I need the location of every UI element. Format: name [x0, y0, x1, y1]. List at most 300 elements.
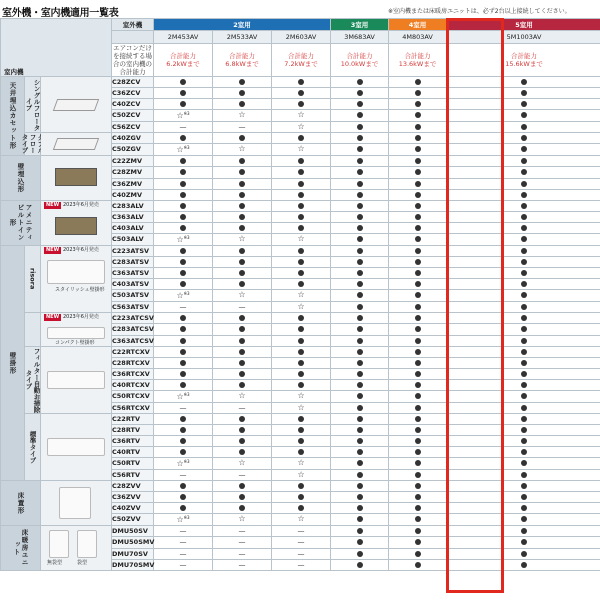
star-icon: ☆	[176, 291, 184, 301]
dot-icon	[298, 416, 304, 422]
indoor-model: C363ALV	[112, 211, 154, 222]
compatible-dot	[389, 289, 447, 301]
compatible-dot	[213, 87, 272, 98]
indoor-model: C363ATSV	[112, 267, 154, 278]
compatible-dot	[389, 481, 447, 492]
table-row	[1, 481, 600, 492]
dot-icon	[180, 427, 186, 433]
not-compatible-dash	[154, 526, 213, 537]
compatible-dot	[389, 122, 447, 133]
dot-icon	[180, 349, 186, 355]
dot-icon	[357, 505, 363, 511]
star-icon: ☆	[176, 111, 184, 121]
not-compatible-dash	[213, 548, 272, 559]
star-icon: ☆	[297, 458, 305, 468]
unit-caption: コンパクト壁掛形	[55, 340, 95, 346]
star-icon: ☆	[238, 458, 246, 468]
compatible-dot	[389, 233, 447, 245]
unit-image-heat	[41, 526, 112, 571]
compatible-dot	[447, 167, 600, 178]
dot-icon	[180, 416, 186, 422]
compatible-dot	[331, 233, 389, 245]
dot-icon	[298, 360, 304, 366]
compatible-dot	[447, 403, 600, 414]
compatible-dot	[154, 178, 213, 189]
compatible-dot	[331, 526, 389, 537]
dot-icon	[415, 449, 421, 455]
dash-icon: —	[179, 123, 187, 131]
unit-image-risora	[41, 246, 112, 313]
compatible-dot	[447, 246, 600, 257]
compatible-dot	[154, 335, 213, 346]
compatible-dot	[154, 267, 213, 278]
compatible-dot	[389, 143, 447, 155]
dot-icon	[298, 90, 304, 96]
conditional-star	[213, 513, 272, 525]
star-icon: ☆	[176, 145, 184, 155]
dot-icon	[357, 214, 363, 220]
star-icon: ☆	[238, 391, 246, 401]
dash-icon: —	[238, 404, 246, 413]
compatible-dot	[154, 313, 213, 324]
dot-icon	[357, 101, 363, 107]
dot-icon	[521, 393, 527, 399]
compatible-dot	[213, 211, 272, 222]
dot-icon	[298, 427, 304, 433]
dot-icon	[357, 483, 363, 489]
dot-icon	[239, 158, 245, 164]
dot-icon	[521, 416, 527, 422]
compatible-dot	[331, 403, 389, 414]
dot-icon	[298, 181, 304, 187]
unit-caption: スタイリッシュ壁掛形	[55, 287, 105, 293]
star-icon: ☆	[176, 459, 184, 469]
dot-icon	[415, 505, 421, 511]
compatible-dot	[447, 446, 600, 457]
dot-icon	[415, 181, 421, 187]
star-icon: ☆	[297, 302, 305, 312]
dot-icon	[180, 449, 186, 455]
dot-icon	[298, 79, 304, 85]
dot-icon	[298, 225, 304, 231]
compatible-dot	[389, 167, 447, 178]
category-ameniti: アメニティビルトイン形	[1, 201, 41, 246]
conditional-star	[154, 233, 213, 245]
unit-image-ameniti	[41, 201, 112, 246]
indoor-model: C503ATSV	[112, 289, 154, 301]
table-row	[1, 414, 600, 425]
indoor-model: C40RTV	[112, 446, 154, 457]
dot-icon	[357, 326, 363, 332]
compatible-dot	[154, 424, 213, 435]
dot-icon	[521, 169, 527, 175]
dot-icon	[521, 438, 527, 444]
dot-icon	[357, 562, 363, 568]
dot-icon	[239, 169, 245, 175]
compatible-dot	[331, 414, 389, 425]
indoor-model: C50ZGV	[112, 143, 154, 155]
compatible-dot	[272, 246, 331, 257]
dash-icon: —	[179, 549, 187, 558]
compatible-dot	[272, 98, 331, 109]
dot-icon	[298, 281, 304, 287]
compatible-dot	[447, 470, 600, 481]
compatible-dot	[447, 457, 600, 469]
compatible-dot	[331, 324, 389, 335]
dot-icon	[180, 214, 186, 220]
dot-icon	[521, 483, 527, 489]
table-row	[1, 526, 600, 537]
compatible-dot	[272, 211, 331, 222]
compatible-dot	[389, 403, 447, 414]
compatible-dot	[447, 435, 600, 446]
dot-icon	[415, 90, 421, 96]
dot-icon	[357, 551, 363, 557]
compatible-dot	[154, 246, 213, 257]
compatible-dot	[154, 357, 213, 368]
category-wall: 壁掛形	[1, 246, 25, 481]
category-duct: 壁埋込形	[1, 156, 41, 201]
compatible-dot	[331, 87, 389, 98]
compatible-dot	[331, 278, 389, 289]
dot-icon	[521, 551, 527, 557]
dot-icon	[357, 270, 363, 276]
not-compatible-dash	[154, 302, 213, 313]
model-2M533AV: 2M533AV	[213, 31, 272, 44]
compatible-dot	[331, 77, 389, 88]
star-icon: ☆	[176, 392, 184, 402]
compatible-dot	[154, 502, 213, 513]
model-2M603AV: 2M603AV	[272, 31, 331, 44]
compatible-dot	[213, 424, 272, 435]
table-row	[1, 347, 600, 358]
capacity-2M603AV: 合計能力 7.2kWまで	[272, 44, 331, 77]
unit-image-cassette2	[41, 133, 112, 156]
star-icon: ☆	[297, 403, 305, 413]
dot-icon	[357, 236, 363, 242]
compatible-dot	[154, 435, 213, 446]
group-3room: 3室用	[331, 19, 389, 31]
compatible-dot	[389, 313, 447, 324]
dot-icon	[521, 192, 527, 198]
dot-icon	[180, 281, 186, 287]
dot-icon	[357, 405, 363, 411]
model-4M803AV: 4M803AV	[389, 31, 447, 44]
dot-icon	[357, 158, 363, 164]
not-compatible-dash	[154, 470, 213, 481]
dot-icon	[180, 259, 186, 265]
compatible-dot	[389, 201, 447, 212]
footnote-mark: ※3	[183, 145, 190, 151]
dot-icon	[357, 181, 363, 187]
dot-icon	[298, 158, 304, 164]
compatible-dot	[272, 324, 331, 335]
compatible-dot	[213, 324, 272, 335]
footnote-mark: ※3	[183, 515, 190, 521]
indoor-model: DMU50SV	[112, 526, 154, 537]
table-row	[1, 156, 600, 167]
dot-icon	[298, 270, 304, 276]
conditional-star	[154, 289, 213, 301]
dot-icon	[298, 326, 304, 332]
compatible-dot	[331, 368, 389, 379]
dot-icon	[521, 292, 527, 298]
compatible-dot	[213, 357, 272, 368]
subcategory-blank	[25, 313, 41, 347]
indoor-model: C56ZCV	[112, 122, 154, 133]
indoor-model: C22RTCXV	[112, 347, 154, 358]
dot-icon	[415, 281, 421, 287]
dot-icon	[521, 460, 527, 466]
dot-icon	[357, 393, 363, 399]
conditional-star	[154, 390, 213, 402]
compatible-dot	[213, 246, 272, 257]
compatible-dot	[389, 435, 447, 446]
dot-icon	[357, 248, 363, 254]
star-icon: ☆	[238, 110, 246, 120]
table-row	[1, 77, 600, 88]
indoor-model: C283ALV	[112, 201, 154, 212]
indoor-model: C36ZMV	[112, 178, 154, 189]
footnote-mark: ※3	[183, 291, 190, 297]
compatible-dot	[389, 109, 447, 121]
unit-image-compact	[41, 313, 112, 347]
dot-icon	[521, 427, 527, 433]
compatible-dot	[447, 87, 600, 98]
compatible-dot	[447, 233, 600, 245]
dot-icon	[180, 192, 186, 198]
new-badge: NEW	[46, 202, 60, 208]
compatible-dot	[331, 98, 389, 109]
dot-icon	[357, 90, 363, 96]
dot-icon	[415, 225, 421, 231]
compatible-dot	[154, 278, 213, 289]
dot-icon	[357, 304, 363, 310]
footnote-mark: ※3	[183, 459, 190, 465]
compatible-dot	[447, 109, 600, 121]
compatible-dot	[213, 435, 272, 446]
indoor-model: C363ATCSV	[112, 336, 154, 345]
indoor-model: C563ATSV	[112, 302, 154, 313]
compatible-dot	[331, 424, 389, 435]
dot-icon	[357, 416, 363, 422]
dot-icon	[180, 371, 186, 377]
compatible-dot	[447, 98, 600, 109]
dot-icon	[357, 169, 363, 175]
dot-icon	[357, 338, 363, 344]
dot-icon	[415, 259, 421, 265]
subcategory-single_flow: シングルフロータイプ	[24, 78, 41, 131]
compatible-dot	[213, 481, 272, 492]
indoor-model: C223ATSV	[112, 246, 154, 257]
compatible-dot	[331, 313, 389, 324]
indoor-header	[1, 19, 112, 77]
dot-icon	[415, 315, 421, 321]
compatible-dot	[213, 491, 272, 502]
compatible-dot	[331, 302, 389, 313]
cassette-unit-icon	[53, 99, 99, 111]
compatible-dot	[389, 222, 447, 233]
dot-icon	[521, 562, 527, 568]
not-compatible-dash	[272, 526, 331, 537]
dot-icon	[239, 214, 245, 220]
dot-icon	[298, 483, 304, 489]
compatible-dot	[389, 267, 447, 278]
dot-icon	[521, 101, 527, 107]
compatible-dot	[389, 414, 447, 425]
compatible-dot	[447, 526, 600, 537]
not-compatible-dash	[213, 470, 272, 481]
dot-icon	[180, 315, 186, 321]
dot-icon	[239, 101, 245, 107]
unit-image-floor	[41, 481, 112, 526]
dot-icon	[180, 438, 186, 444]
compatible-dot	[331, 201, 389, 212]
compatible-dot	[447, 513, 600, 525]
dot-icon	[415, 304, 421, 310]
conditional-star	[272, 470, 331, 481]
conditional-star	[272, 143, 331, 155]
dot-icon	[415, 270, 421, 276]
star-icon: ☆	[297, 234, 305, 244]
not-compatible-dash	[154, 548, 213, 559]
dot-icon	[357, 112, 363, 118]
compatible-dot	[447, 278, 600, 289]
not-compatible-dash	[154, 559, 213, 570]
dot-icon	[415, 192, 421, 198]
wall-unit-icon	[47, 438, 105, 456]
dot-icon	[298, 135, 304, 141]
dot-icon	[415, 169, 421, 175]
dot-icon	[521, 236, 527, 242]
compatible-dot	[447, 559, 600, 570]
dash-icon: —	[179, 538, 187, 547]
subcategory-standard: 標準タイプ	[25, 414, 41, 481]
dot-icon	[239, 371, 245, 377]
compatible-dot	[389, 457, 447, 469]
compatible-dot	[272, 414, 331, 425]
subcategory-risora: risora	[25, 246, 41, 313]
compatible-dot	[331, 267, 389, 278]
dash-icon: —	[179, 303, 187, 312]
dot-icon	[415, 371, 421, 377]
dot-icon	[239, 270, 245, 276]
dot-icon	[357, 349, 363, 355]
conditional-star	[272, 390, 331, 402]
compatible-dot	[389, 513, 447, 525]
dot-icon	[180, 248, 186, 254]
compatible-dot	[154, 324, 213, 335]
capacity-2M533AV: 合計能力 6.8kWまで	[213, 44, 272, 77]
compatible-dot	[213, 414, 272, 425]
compatible-dot	[331, 513, 389, 525]
capacity-5M1003AV: 合計能力 15.6kWまで	[447, 44, 600, 77]
compatible-dot	[272, 347, 331, 358]
compatible-dot	[154, 156, 213, 167]
compatible-dot	[331, 435, 389, 446]
star-icon: ☆	[176, 515, 184, 525]
compatible-dot	[447, 122, 600, 133]
compatible-dot	[154, 481, 213, 492]
star-icon: ☆	[238, 290, 246, 300]
dot-icon	[357, 203, 363, 209]
compatible-dot	[331, 446, 389, 457]
compatible-dot	[447, 357, 600, 368]
dash-icon: —	[238, 560, 246, 569]
dot-icon	[415, 528, 421, 534]
dot-icon	[239, 79, 245, 85]
indoor-model: C40ZCV	[112, 98, 154, 109]
dot-icon	[239, 225, 245, 231]
indoor-model: DMU50SMV	[112, 538, 155, 547]
outdoor-header: 室外機	[112, 19, 154, 31]
compatible-dot	[213, 77, 272, 88]
dot-icon	[357, 281, 363, 287]
indoor-model: C28ZVV	[112, 481, 154, 492]
dot-icon	[415, 393, 421, 399]
dash-icon: —	[179, 560, 187, 569]
compatible-dot	[447, 313, 600, 324]
dot-icon	[239, 181, 245, 187]
compatible-dot	[272, 357, 331, 368]
dot-icon	[239, 382, 245, 388]
indoor-model: C22ZMV	[112, 156, 154, 167]
compatible-dot	[213, 335, 272, 346]
compatible-dot	[213, 222, 272, 233]
compatible-dot	[154, 491, 213, 502]
dot-icon	[521, 135, 527, 141]
compatible-dot	[213, 278, 272, 289]
dot-icon	[298, 101, 304, 107]
compatible-dot	[447, 77, 600, 88]
not-compatible-dash	[154, 122, 213, 133]
compatible-dot	[331, 122, 389, 133]
compatible-dot	[389, 470, 447, 481]
dot-icon	[521, 449, 527, 455]
dot-icon	[415, 79, 421, 85]
compatible-dot	[389, 98, 447, 109]
model-2M453AV: 2M453AV	[154, 31, 213, 44]
conditional-star	[154, 109, 213, 121]
compatible-dot	[154, 446, 213, 457]
compatible-dot	[447, 256, 600, 267]
cassette-unit-icon	[53, 138, 99, 150]
dot-icon	[239, 338, 245, 344]
indoor-model: C28ZMV	[112, 167, 154, 178]
indoor-model: C28RTV	[112, 424, 154, 435]
heat-unit-icon-2	[77, 530, 97, 558]
dot-icon	[415, 382, 421, 388]
release-date: 2023年6月発売	[63, 247, 99, 253]
dot-icon	[180, 326, 186, 332]
compatible-dot	[447, 201, 600, 212]
compatible-dot	[389, 559, 447, 570]
compatible-dot	[447, 211, 600, 222]
compatible-dot	[447, 491, 600, 502]
dot-icon	[415, 214, 421, 220]
compatible-dot	[213, 368, 272, 379]
indoor-model: C28ZCV	[112, 77, 154, 88]
compatible-dot	[154, 222, 213, 233]
compatible-dot	[213, 347, 272, 358]
model-5M1003AV: 5M1003AV	[447, 31, 600, 44]
dot-icon	[415, 292, 421, 298]
compatible-dot	[331, 390, 389, 402]
dot-icon	[239, 326, 245, 332]
dot-icon	[521, 214, 527, 220]
dot-icon	[521, 225, 527, 231]
compatible-dot	[447, 347, 600, 358]
